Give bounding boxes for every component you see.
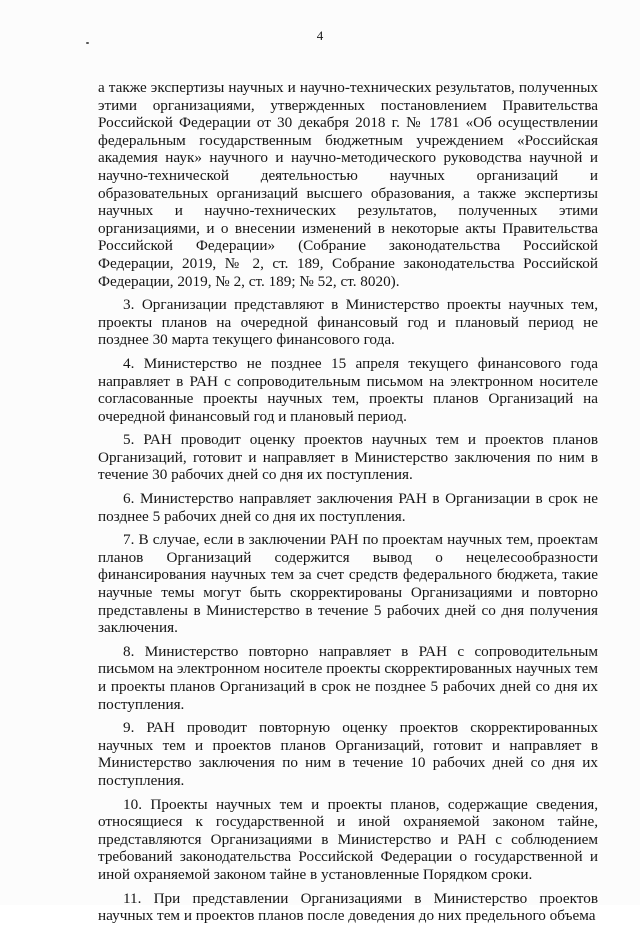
paragraph-11: 11. При представлении Организациями в Министерство проектов научных тем и проектов планов после доведения до них предельного объема xyxy=(98,889,598,925)
paragraph-9: 9. РАН проводит повторную оценку проектов скорректированных научных тем и проектов планов Организаций, готовит и направляет в Министерство заключения по ним в течение 10 рабочих дней со дня их поступления. xyxy=(98,719,598,789)
paragraph-10: 10. Проекты научных тем и проекты планов, содержащие сведения, относящиеся к государственной и иной охраняемой законом тайне, представляются Организациями в Министерство и РАН с соблюдением требований законодательства Российской Федерации о государственной и иной охраняемой законом тайне в установленные Порядком сроки. xyxy=(98,795,598,883)
document-body xyxy=(98,79,598,931)
page-number: 4 xyxy=(316,28,324,43)
paragraph-8: 8. Министерство повторно направляет в РАН с сопроводительным письмом на электронном носителе проекты скорректированных научных тем и проекты планов Организаций в срок не позднее 5 рабочих дней со дня их поступления. xyxy=(98,642,598,713)
paragraph-6: 6. Министерство направляет заключения РАН в Организации в срок не позднее 5 рабочих дней со дня их поступления. xyxy=(98,490,598,525)
paragraph-3: 3. Организации представляют в Министерство проекты научных тем, проекты планов на очередной финансовый год и плановый период не позднее 30 марта текущего финансового года. xyxy=(98,296,598,349)
paragraph-continuation: а также экспертизы научных и научно-технических результатов, полученных этими организациями, утвержденных постановлением Правительства Российской Федерации от 30 декабря 2018 г. № 1781 «Об осуществлении федеральным государственным бюджетным учреждением «Российская академия наук» научного и научно-методического руководства научной и научно-технической деятельностью научных организаций и образовательных организаций высшего образования, а также экспертизы научных и научно-технических результатов, полученных этими организациями, и о внесении изменений в некоторые акты Правительства Российской Федерации» (Собрание законодательства Российской Федерации, 2019, № 2, ст. 189, Собрание законодательства Российской Федерации, 2019, № 2, ст. 189; № 52, ст. 8020). xyxy=(98,79,598,290)
scan-speck xyxy=(86,42,89,44)
paragraph-5: 5. РАН проводит оценку проектов научных тем и проектов планов Организаций, готовит и направляет в Министерство заключения по ним в течение 30 рабочих дней со дня их поступления. xyxy=(98,431,598,484)
paragraph-7: 7. В случае, если в заключении РАН по проектам научных тем, проектам планов Организаций содержится вывод о нецелесообразности финансирования научных тем за счет средств федерального бюджета, такие научные темы могут быть скорректированы Организациями и повторно представлены в Министерство в течение 5 рабочих дней со дня получения заключения. xyxy=(98,531,598,637)
paragraph-4: 4. Министерство не позднее 15 апреля текущего финансового года направляет в РАН с сопроводительным письмом на электронном носителе согласованные проекты научных тем, проекты планов Организаций на очередной финансовый год и плановый период. xyxy=(98,354,598,425)
